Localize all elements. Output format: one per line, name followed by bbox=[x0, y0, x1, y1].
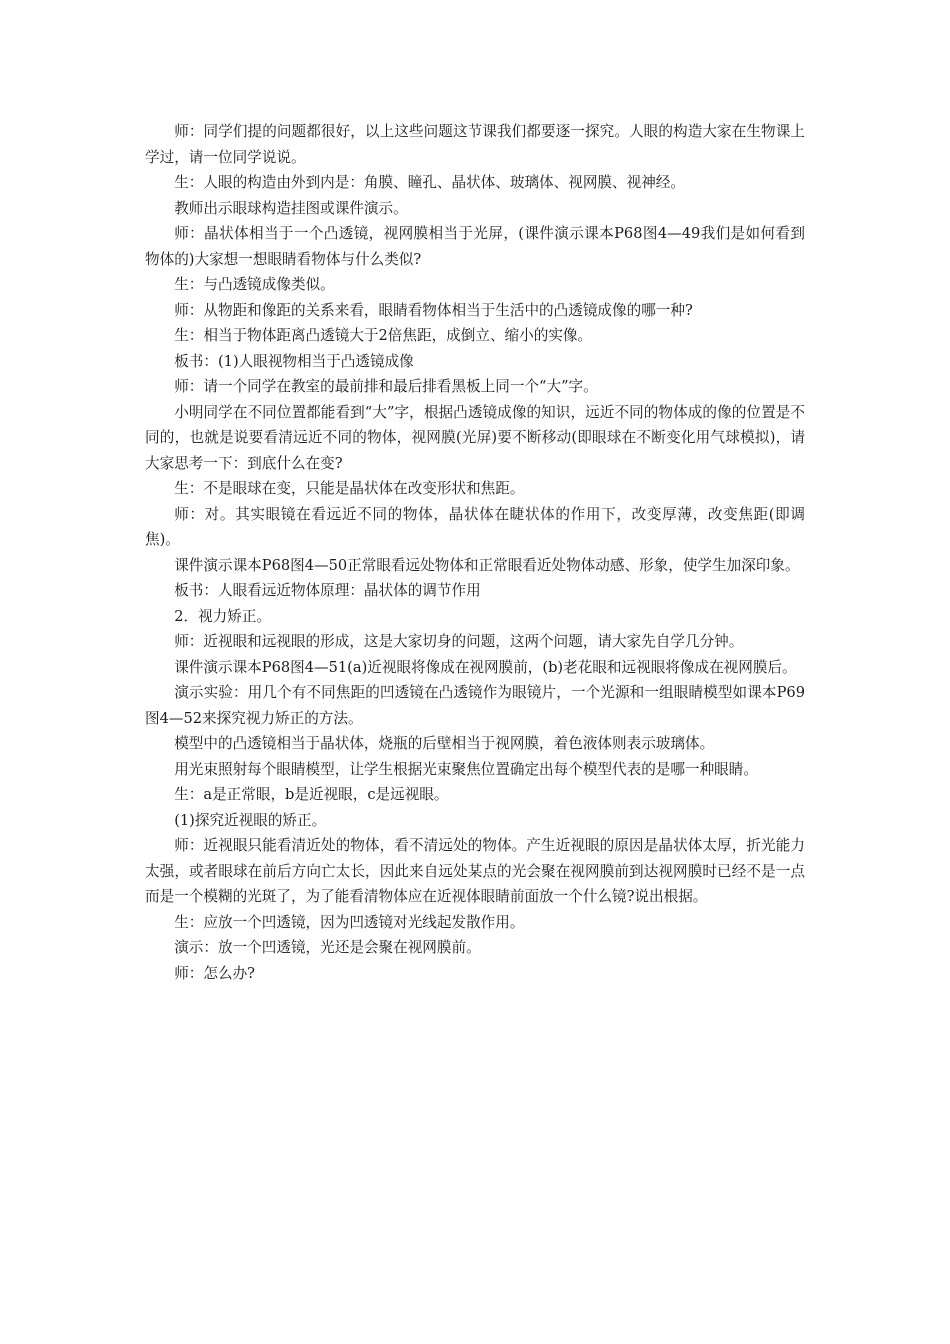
paragraph-board-note-1: 板书：(1)人眼视物相当于凸透镜成像 bbox=[174, 352, 414, 370]
paragraph-student-lens-changes: 生：不是眼球在变，只能是晶状体在改变形状和焦距。 bbox=[174, 480, 525, 497]
paragraph-teacher-self-study: 师：近视眼和远视眼的形成，这是大家切身的问题，这两个问题，请大家先自学几分钟。 bbox=[174, 633, 744, 650]
section-heading-vision-correction: 2．视力矫正。 bbox=[174, 607, 272, 625]
paragraph-xiaoming-question: 小明同学在不同位置都能看到“大”字，根据凸透镜成像的知识，远近不同的物体成的像的位置是不同的，也就是说要看清远近不同的物体，视网膜(光屏)要不断移动(即眼球在不断变化用气球模拟)，请大家思考一下：到底什么在变? bbox=[145, 403, 805, 472]
paragraph-student-eye-structure: 生：人眼的构造由外到内是：角膜、瞳孔、晶状体、玻璃体、视网膜、视神经。 bbox=[174, 174, 685, 191]
paragraph-teacher-shows-chart: 教师出示眼球构造挂图或课件演示。 bbox=[174, 199, 408, 217]
paragraph-student-eye-types: 生：a是正常眼，b是近视眼，c是远视眼。 bbox=[174, 786, 449, 803]
paragraph-demo-experiment: 演示实验：用几个有不同焦距的凹透镜在凸透镜作为眼镜片，一个光源和一组眼睛模型如课本P69图4—52来探究视力矫正的方法。 bbox=[145, 684, 805, 727]
paragraph-student-real-image: 生：相当于物体距离凸透镜大于2倍焦距，成倒立、缩小的实像。 bbox=[174, 327, 593, 344]
paragraph-teacher-which-type: 师：从物距和像距的关系来看，眼睛看物体相当于生活中的凸透镜成像的哪一种? bbox=[174, 301, 693, 319]
paragraph-demo-concave-lens: 演示：放一个凹透镜，光还是会聚在视网膜前。 bbox=[174, 939, 481, 956]
paragraph-light-beam: 用光束照射每个眼睛模型，让学生根据光束聚焦位置确定出每个模型代表的是哪一种眼睛。 bbox=[174, 760, 758, 778]
paragraph-courseware-myopia-hyperopia: 课件演示课本P68图4—51(a)近视眼将像成在视网膜前，(b)老花眼和远视眼将像成在视网膜后。 bbox=[174, 658, 797, 676]
paragraph-board-note-2: 板书：人眼看远近物体原理：晶状体的调节作用 bbox=[174, 582, 481, 599]
paragraph-teacher-lens-analogy: 师：晶状体相当于一个凸透镜，视网膜相当于光屏，(课件演示课本P68图4—49我们是如何看到物体的)大家想一想眼睛看物体与什么类似? bbox=[145, 225, 805, 268]
paragraph-teacher-intro: 师：同学们提的问题都很好，以上这些问题这节课我们都要逐一探究。人眼的构造大家在生物课上学过，请一位同学说说。 bbox=[145, 123, 805, 166]
section-heading-myopia-correction: (1)探究近视眼的矫正。 bbox=[174, 811, 327, 829]
paragraph-teacher-myopia-cause: 师：近视眼只能看清近处的物体，看不清远处的物体。产生近视眼的原因是晶状体太厚，折光能力太强，或者眼球在前后方向亡太长，因此来自远处某点的光会聚在视网膜前到达视网膜时已经不是一点而是一个模糊的光斑了，为了能看清物体应在近视体眼睛前面放一个什么镜?说出根据。 bbox=[145, 837, 805, 905]
document-body bbox=[145, 119, 805, 986]
paragraph-teacher-focusing: 师：对。其实眼镜在看远近不同的物体，晶状体在睫状体的作用下，改变厚薄，改变焦距(即调焦)。 bbox=[145, 505, 805, 548]
paragraph-teacher-big-character: 师：请一个同学在教室的最前排和最后排看黑板上同一个“大”字。 bbox=[174, 378, 598, 395]
paragraph-student-similar: 生：与凸透镜成像类似。 bbox=[174, 276, 335, 293]
paragraph-model-explanation: 模型中的凸透镜相当于晶状体，烧瓶的后壁相当于视网膜，着色液体则表示玻璃体。 bbox=[174, 735, 715, 752]
paragraph-courseware-normal-eye: 课件演示课本P68图4—50正常眼看远处物体和正常眼看近处物体动感、形象，使学生加深印象。 bbox=[174, 556, 800, 574]
paragraph-student-concave-lens: 生：应放一个凹透镜，因为凹透镜对光线起发散作用。 bbox=[174, 913, 525, 931]
paragraph-teacher-what-to-do: 师：怎么办? bbox=[174, 964, 255, 982]
